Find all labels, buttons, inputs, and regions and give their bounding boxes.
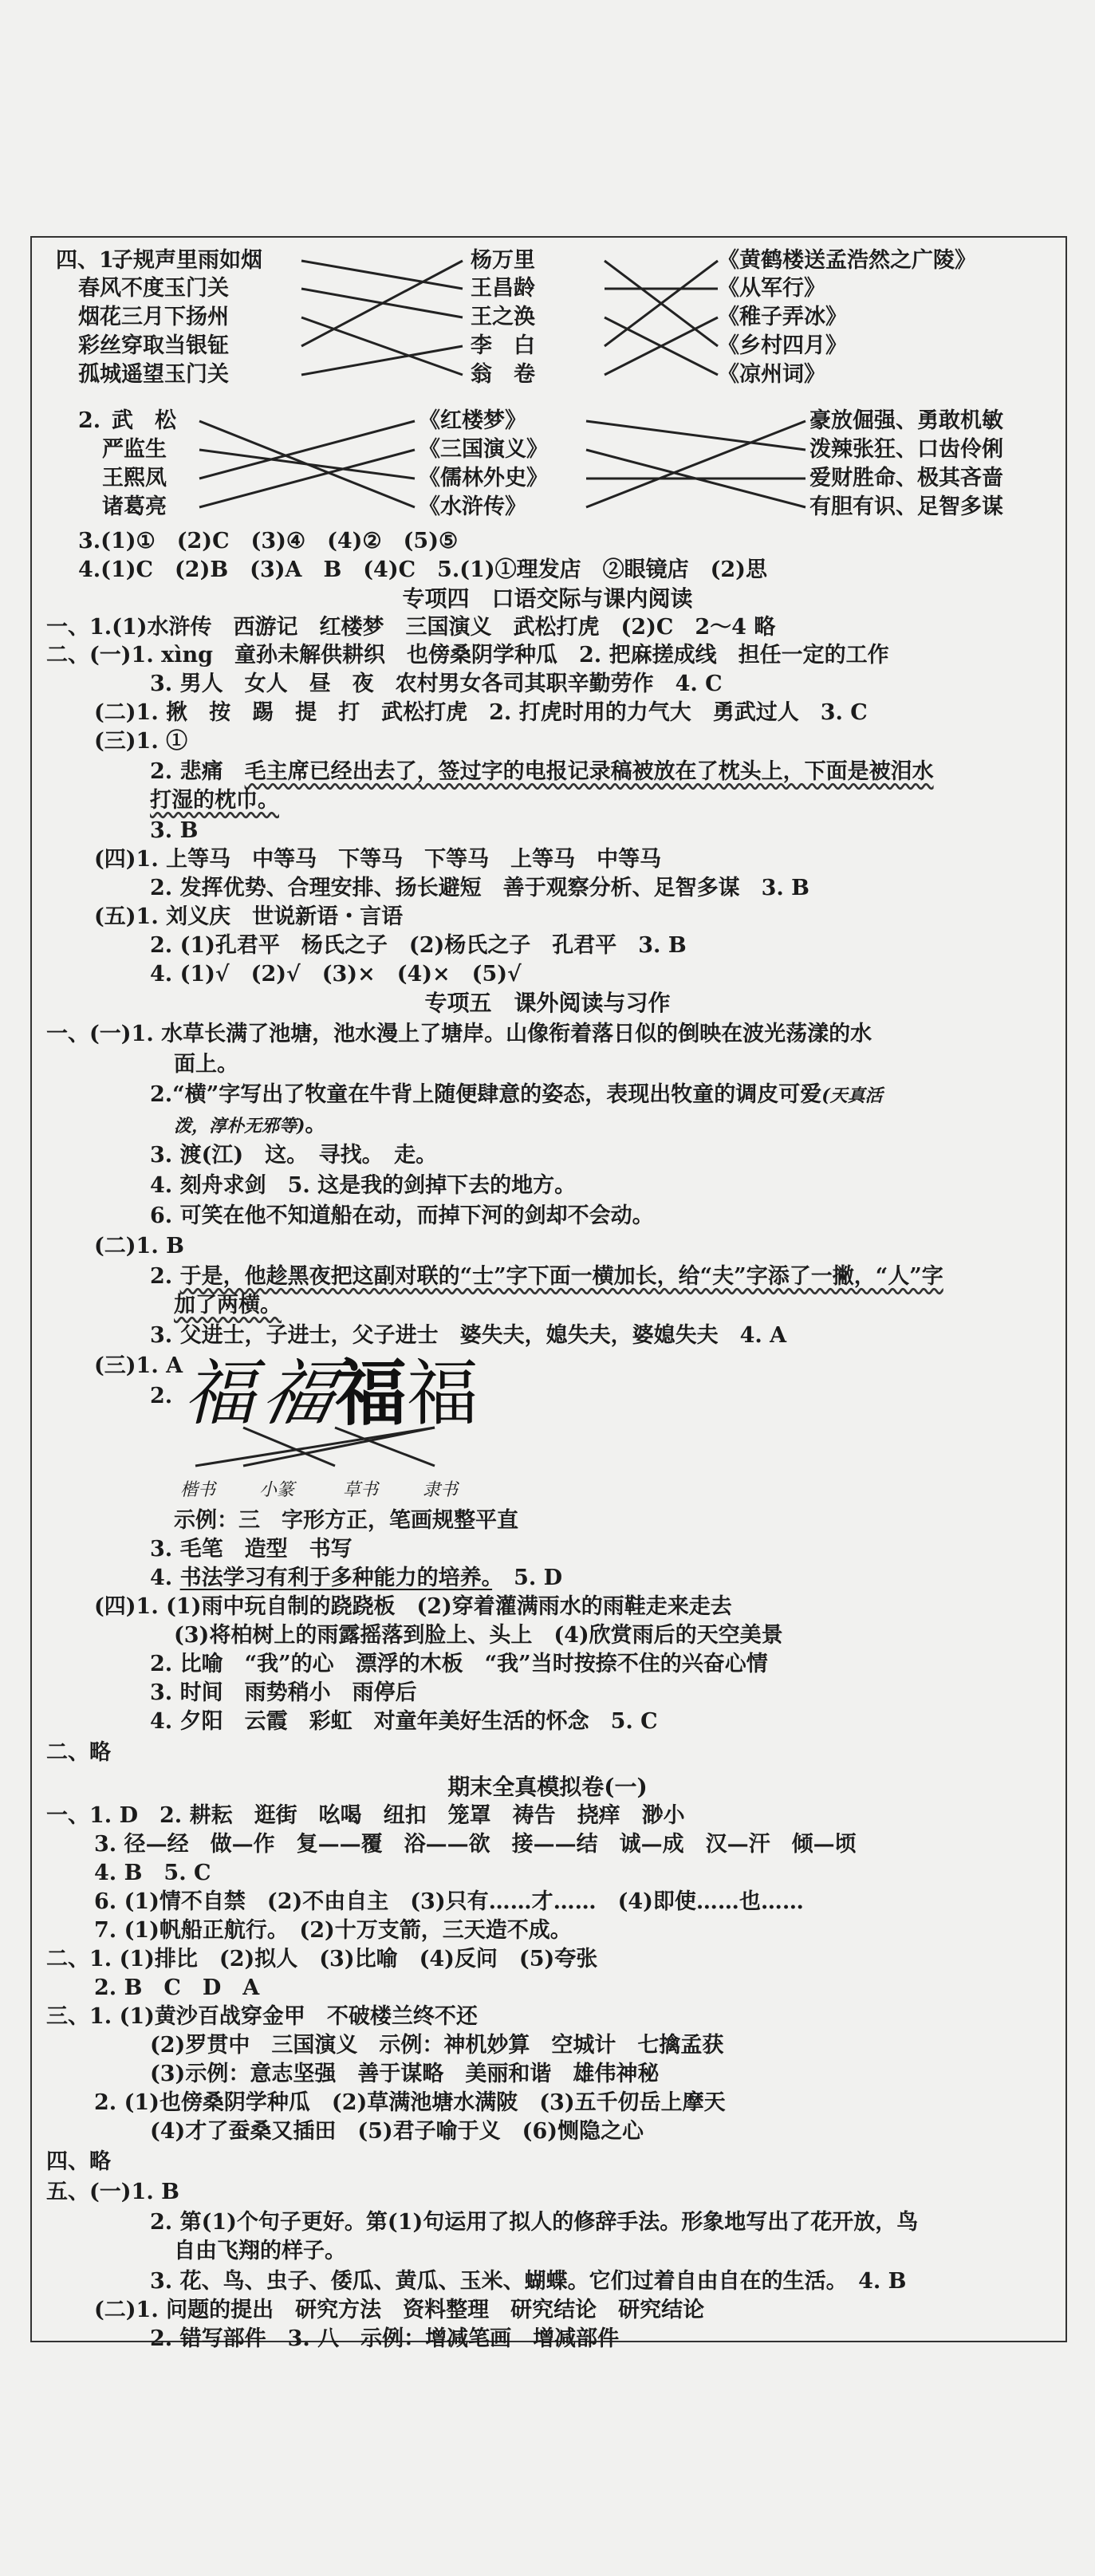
calligraphy-caoshu: 福	[335, 1352, 407, 1436]
answer-line: 2.	[150, 1384, 173, 1408]
answer-line: 3.(1)① (2)C (3)④ (4)② (5)⑤	[78, 529, 459, 553]
answer-line: 2. 错写部件 3. 八 示例：增减笔画 增减部件	[150, 2326, 620, 2351]
answer-line: 4. B 5. C	[94, 1861, 211, 1885]
trait-text: 豪放倔强、勇敢机敏	[809, 408, 1003, 433]
q-label: 四、1.	[56, 248, 122, 273]
answer-line: 2. 第(1)个句子更好。第(1)句运用了拟人的修辞手法。形象地写出了花开放，鸟	[150, 2210, 919, 2235]
answer-line: 3. 时间 雨势稍小 雨停后	[150, 1680, 417, 1705]
answer-line: 6. (1)情不自禁 (2)不由自主 (3)只有……才…… (4)即使……也……	[94, 1889, 804, 1914]
match-line	[586, 421, 805, 507]
answer-text: 2. 悲痛	[150, 759, 245, 784]
answer-line: 面上。	[174, 1052, 238, 1077]
poet-name: 王之涣	[471, 305, 535, 329]
answer-line: 一、1. D 2. 耕耘 逛街 吆喝 纽扣 笼罩 祷告 挠痒 渺小	[46, 1803, 685, 1828]
answer-line: (二)1. 问题的提出 研究方法 资料整理 研究结论 研究结论	[94, 2298, 705, 2322]
answer-line: 3. 径—经 做—作 复——覆 浴——欲 接——结 诚—成 汉—汗 倾—顷	[94, 1832, 857, 1857]
answer-line: 2. (1)孔君平 杨氏之子 (2)杨氏之子 孔君平 3. B	[150, 933, 687, 958]
trait-text: 泼辣张狂、口齿伶俐	[809, 437, 1003, 462]
section-title: 专项五 课外阅读与习作	[424, 990, 671, 1016]
answer-line: 4. 刻舟求剑 5. 这是我的剑掉下去的地方。	[150, 1173, 577, 1198]
poem-title: 《黄鹤楼送孟浩然之广陵》	[718, 248, 976, 273]
poet-name: 翁 卷	[471, 362, 535, 387]
answer-line: (4)才了蚕桑又插田 (5)君子喻于义 (6)恻隐之心	[150, 2119, 644, 2144]
poem-line: 彩丝穿取当银钲	[78, 333, 229, 358]
answer-line: 五、(一)1. B	[46, 2180, 179, 2204]
answer-line: 二、(一)1. xìng 童孙未解供耕织 也傍桑阴学种瓜 2. 把麻搓成线 担任一定的工作	[46, 643, 889, 668]
calligraphy-caption: 草书	[343, 1480, 379, 1500]
match-line	[301, 346, 463, 375]
answer-line: (三)1. A	[94, 1353, 183, 1378]
answer-line	[174, 1112, 326, 1139]
answer-line: (3)示例：意志坚强 善于谋略 美丽和谐 雄伟神秘	[150, 2062, 660, 2086]
match-line	[586, 421, 805, 450]
answer-line	[150, 1565, 562, 1592]
character-name: 严监生	[102, 437, 167, 462]
poem-title: 《稚子弄冰》	[718, 305, 847, 329]
calligraphy-caption: 楷书	[180, 1480, 216, 1500]
poem-line: 烟花三月下扬州	[78, 305, 229, 329]
match-line	[199, 421, 415, 479]
answer-line: 4.(1)C (2)B (3)A B (4)C 5.(1)①理发店 ②眼镜店 (2)思	[78, 557, 767, 582]
underlined-sentence: 书法学习有利于多种能力的培养。	[179, 1566, 493, 1590]
answer-line: 6. 可笑在他不知道船在动，而掉下河的剑却不会动。	[150, 1203, 654, 1228]
answer-line: 自由飞翔的样子。	[174, 2239, 346, 2263]
answer-line: 3. 父进士，子进士，父子进士 婆失夫，媳失夫，婆媳失夫 4. A	[150, 1323, 787, 1348]
answer-line: (五)1. 刘义庆 世说新语・言语	[94, 904, 404, 929]
poet-name: 王昌龄	[471, 276, 535, 301]
q-label: 2.	[78, 408, 101, 433]
answer-line: 2. (1)也傍桑阴学种瓜 (2)草满池塘水满陂 (3)五千仞岳上摩天	[94, 2090, 726, 2115]
poem-line: 子规声里雨如烟	[112, 248, 262, 273]
match-line	[199, 450, 415, 507]
novel-title: 《三国演义》	[419, 437, 548, 462]
match-line	[301, 317, 463, 375]
answer-text: 4.	[150, 1566, 180, 1590]
novel-title: 《水浒传》	[419, 494, 526, 519]
note-text: 泼，淳朴无邪等)	[174, 1116, 305, 1136]
answer-text: 2.	[150, 1264, 180, 1289]
answer-line: 3. 花、鸟、虫子、倭瓜、黄瓜、玉米、蝴蝶。它们过着自由自在的生活。 4. B	[150, 2269, 907, 2294]
answer-line: 四、略	[46, 2149, 111, 2174]
answer-line: 3. 渡(江) 这。 寻找。 走。	[150, 1143, 438, 1168]
answer-text: 2.“横”字写出了牧童在牛背上随便肆意的姿态，表现出牧童的调皮可爱	[150, 1082, 822, 1107]
novel-title: 《儒林外史》	[419, 466, 548, 490]
answer-line: 2. 比喻 “我”的心 漂浮的木板 “我”当时按捺不住的兴奋心情	[150, 1652, 768, 1676]
answer-line: 一、1.(1)水浒传 西游记 红楼梦 三国演义 武松打虎 (2)C 2～4 略	[46, 615, 776, 640]
poet-name: 李 白	[471, 333, 535, 358]
underlined-sentence: 加了两横。	[174, 1293, 282, 1318]
answer-line: 2. 发挥优势、合理安排、扬长避短 善于观察分析、足智多谋 3. B	[150, 876, 809, 900]
note-text: (天真活	[821, 1085, 883, 1106]
answer-text: 。	[305, 1113, 327, 1137]
novel-title: 《红楼梦》	[419, 408, 526, 433]
answer-line: (二)1. 揪 按 踢 提 打 武松打虎 2. 打虎时用的力气大 勇武过人 3. C	[94, 700, 868, 725]
calligraphy-xiaozhuan: 福	[254, 1352, 345, 1436]
answer-line	[150, 1263, 943, 1290]
poem-line: 春风不度玉门关	[78, 276, 229, 301]
answer-line: 二、1. (1)排比 (2)拟人 (3)比喻 (4)反问 (5)夸张	[46, 1947, 598, 1971]
answer-line: 三、1. (1)黄沙百战穿金甲 不破楼兰终不还	[46, 2004, 478, 2029]
answer-line: 3. B	[150, 818, 199, 843]
answer-line: (3)将柏树上的雨露摇落到脸上、头上 (4)欣赏雨后的天空美景	[174, 1623, 783, 1648]
calligraphy-caption: 隶书	[423, 1480, 459, 1500]
underlined-sentence: 于是，他趁黑夜把这副对联的“士”字下面一横加长，给“夫”字添了一撇，“人”字	[179, 1264, 943, 1289]
character-name: 武 松	[112, 408, 176, 433]
calligraphy-caption: 小篆	[259, 1480, 295, 1500]
answer-line: (四)1. 上等马 中等马 下等马 下等马 上等马 中等马	[94, 847, 662, 872]
answer-line	[150, 1081, 883, 1109]
poem-title: 《从军行》	[718, 276, 825, 301]
answer-line: 二、略	[46, 1740, 111, 1765]
match-line	[199, 450, 415, 479]
section-title: 期末全真模拟卷(一)	[447, 1774, 648, 1800]
answer-line: 7. (1)帆船正航行。 (2)十万支箭，三天造不成。	[94, 1918, 572, 1943]
poem-line: 孤城遥望玉门关	[78, 362, 229, 387]
section-title: 专项四 口语交际与课内阅读	[402, 585, 693, 612]
answer-line: 2. B C D A	[94, 1975, 260, 2000]
answer-line: (三)1. ①	[94, 729, 188, 754]
poem-title: 《凉州词》	[718, 362, 825, 387]
answer-text: 5. D	[492, 1566, 563, 1590]
poem-title: 《乡村四月》	[718, 333, 847, 358]
underlined-sentence: 打湿的枕巾。	[150, 788, 279, 813]
answer-line: 4. 夕阳 云霞 彩虹 对童年美好生活的怀念 5. C	[150, 1709, 658, 1734]
trait-text: 爱财胜命、极其吝啬	[809, 466, 1003, 490]
underlined-sentence: 毛主席已经出去了，签过字的电报记录稿被放在了枕头上，下面是被泪水	[244, 759, 934, 784]
trait-text: 有胆有识、足智多谋	[809, 494, 1003, 519]
answer-line: 一、(一)1. 水草长满了池塘，池水漫上了塘岸。山像衔着落日似的倒映在波光荡漾的水	[46, 1022, 872, 1046]
answer-line: 3. 男人 女人 昼 夜 农村男女各司其职辛勤劳作 4. C	[150, 672, 723, 696]
answer-line: 示例：三 字形方正，笔画规整平直	[174, 1508, 518, 1533]
answer-line: (四)1. (1)雨中玩自制的跷跷板 (2)穿着灌满雨水的雨鞋走来走去	[94, 1594, 732, 1619]
character-name: 诸葛亮	[102, 494, 167, 519]
answer-line: (二)1. B	[94, 1234, 184, 1258]
answer-line	[150, 758, 934, 786]
answer-line: 4. (1)√ (2)√ (3)× (4)× (5)√	[150, 962, 522, 987]
character-name: 王熙凤	[102, 466, 167, 490]
answer-line: 3. 毛笔 造型 书写	[150, 1537, 353, 1562]
answer-line: (2)罗贯中 三国演义 示例：神机妙算 空城计 七擒孟获	[150, 2033, 724, 2058]
calligraphy-kaishu: 福	[183, 1352, 255, 1436]
poet-name: 杨万里	[471, 248, 535, 273]
calligraphy-lishu: 福	[407, 1354, 479, 1434]
